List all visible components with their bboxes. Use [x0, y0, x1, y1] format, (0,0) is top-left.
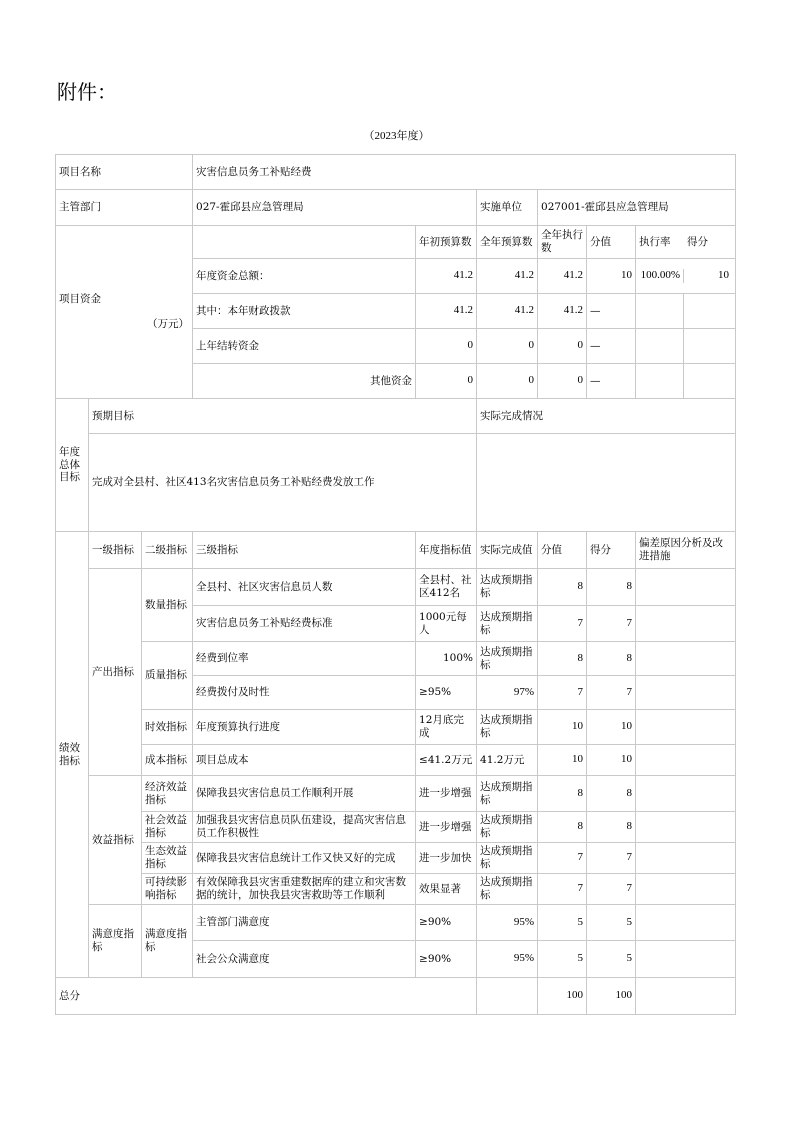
total-row [56, 978, 736, 1015]
perf-row [56, 776, 736, 812]
goal-actual [477, 434, 736, 532]
report-year: （2023年度） [363, 130, 430, 142]
funds-initial: 41.2 [416, 294, 477, 329]
funds-score-value: — [587, 294, 636, 329]
perf-score: 7 [587, 606, 636, 642]
perf-l3: 保障我县灾害信息统计工作又快又好的完成 [193, 843, 416, 874]
goal-actual-label: 实际完成情况 [477, 399, 736, 434]
perf-score: 8 [587, 812, 636, 843]
funds-row-label: 其中：本年财政拨款 [193, 294, 416, 329]
perf-l2: 社会效益指标 [142, 812, 193, 843]
funds-row-label: 年度资金总额： [193, 259, 416, 294]
perf-l3: 项目总成本 [193, 745, 416, 776]
perf-header-actual: 实际完成值 [477, 532, 538, 569]
funds-score-value: — [587, 364, 636, 399]
perf-actual: 达成预期指标 [477, 569, 538, 606]
perf-l3: 灾害信息员务工补贴经费标准 [193, 606, 416, 642]
perf-l2: 成本指标 [142, 745, 193, 776]
perf-score: 8 [587, 642, 636, 676]
perf-target: ≤41.2万元 [416, 745, 477, 776]
perf-l2: 数量指标 [142, 569, 193, 642]
perf-l3: 社会公众满意度 [193, 941, 416, 978]
perf-row [56, 812, 736, 843]
unit-value: 027001-霍邱县应急管理局 [538, 190, 736, 226]
perf-actual: 95% [477, 905, 538, 941]
department-row [56, 190, 736, 226]
funds-header-score-value: 分值 [587, 226, 636, 259]
total-blank [477, 978, 538, 1015]
funds-blank-header [193, 226, 416, 259]
perf-target: 进一步加快 [416, 843, 477, 874]
funds-initial: 0 [416, 329, 477, 364]
funds-header-rate: 执行率 [639, 235, 671, 248]
perf-actual: 达成预期指标 [477, 874, 538, 905]
perf-score: 8 [587, 569, 636, 606]
perf-header-target: 年度指标值 [416, 532, 477, 569]
perf-value: 7 [538, 874, 587, 905]
funds-rate-score [636, 294, 736, 329]
funds-row-label: 上年结转资金 [193, 329, 416, 364]
perf-target: 进一步增强 [416, 812, 477, 843]
funds-rate [636, 329, 684, 363]
funds-executed: 41.2 [538, 259, 587, 294]
perf-remark [636, 776, 736, 812]
perf-actual: 达成预期指标 [477, 776, 538, 812]
perf-score: 10 [587, 745, 636, 776]
perf-l2: 可持续影响指标 [142, 874, 193, 905]
perf-remark [636, 710, 736, 745]
funds-annual: 0 [477, 364, 538, 399]
total-label: 总分 [56, 978, 477, 1015]
perf-row [56, 642, 736, 676]
funds-header-rate-score [636, 226, 736, 259]
perf-actual: 41.2万元 [477, 745, 538, 776]
perf-row [56, 710, 736, 745]
goal-header-row [56, 399, 736, 434]
perf-score: 10 [587, 710, 636, 745]
perf-actual: 达成预期指标 [477, 843, 538, 874]
funds-row-label: 其他资金 [193, 364, 416, 399]
perf-header-l2: 二级指标 [142, 532, 193, 569]
perf-row [56, 745, 736, 776]
perf-value: 5 [538, 905, 587, 941]
funds-rate-score [636, 329, 736, 364]
perf-row [56, 569, 736, 606]
perf-value: 10 [538, 745, 587, 776]
perf-header-value: 分值 [538, 532, 587, 569]
goal-label: 年度 总体 目标 [56, 399, 89, 532]
perf-l3: 经费到位率 [193, 642, 416, 676]
funds-header-executed: 全年执行数 [538, 226, 587, 259]
attachment-heading: 附件： [57, 80, 117, 104]
perf-remark [636, 745, 736, 776]
goal-expected: 完成对全县村、社区413名灾害信息员务工补贴经费发放工作 [89, 434, 477, 532]
perf-value: 5 [538, 941, 587, 978]
perf-row [56, 874, 736, 905]
perf-header-score: 得分 [587, 532, 636, 569]
perf-l3: 全县村、社区灾害信息员人数 [193, 569, 416, 606]
funds-score-value: 10 [587, 259, 636, 294]
funds-rate [636, 294, 684, 328]
perf-l3: 保障我县灾害信息员工作顺利开展 [193, 776, 416, 812]
funds-label-cell [56, 226, 193, 399]
perf-l2: 质量指标 [142, 642, 193, 710]
funds-rate-score [636, 259, 736, 294]
project-name-label: 项目名称 [56, 155, 193, 190]
perf-actual: 达成预期指标 [477, 812, 538, 843]
perf-l1: 效益指标 [89, 776, 142, 905]
perf-l2: 生态效益指标 [142, 843, 193, 874]
total-remark [636, 978, 736, 1015]
perf-remark [636, 843, 736, 874]
perf-value: 8 [538, 812, 587, 843]
perf-header-l1: 一级指标 [89, 532, 142, 569]
funds-score-value: — [587, 329, 636, 364]
perf-remark [636, 676, 736, 710]
perf-l1: 满意度指标 [89, 905, 142, 978]
perf-l3: 年度预算执行进度 [193, 710, 416, 745]
funds-header-annual: 全年预算数 [477, 226, 538, 259]
perf-target: ≥90% [416, 941, 477, 978]
perf-l2: 满意度指标 [142, 905, 193, 978]
perf-value: 7 [538, 843, 587, 874]
perf-value: 7 [538, 676, 587, 710]
funds-header-score: 得分 [687, 235, 709, 248]
perf-actual: 97% [477, 676, 538, 710]
perf-l3: 主管部门满意度 [193, 905, 416, 941]
perf-value: 7 [538, 606, 587, 642]
perf-header-row [56, 532, 736, 569]
perf-value: 8 [538, 569, 587, 606]
funds-rate [636, 364, 684, 398]
perf-target: 全县村、社区412名 [416, 569, 477, 606]
perf-header-l3: 三级指标 [193, 532, 416, 569]
perf-value: 8 [538, 642, 587, 676]
perf-remark [636, 941, 736, 978]
funds-label: 项目资金 [59, 293, 101, 306]
funds-executed: 0 [538, 329, 587, 364]
funds-executed: 41.2 [538, 294, 587, 329]
dept-label: 主管部门 [56, 190, 193, 226]
perf-l3: 经费拨付及时性 [193, 676, 416, 710]
goal-content-row [56, 434, 736, 532]
perf-score: 8 [587, 776, 636, 812]
goal-expected-label: 预期目标 [89, 399, 477, 434]
perf-remark [636, 606, 736, 642]
unit-label: 实施单位 [477, 190, 538, 226]
perf-target: 1000元每人 [416, 606, 477, 642]
perf-l2: 经济效益指标 [142, 776, 193, 812]
total-value: 100 [538, 978, 587, 1015]
perf-l3: 有效保障我县灾害重建数据库的建立和灾害数据的统计，加快我县灾害救助等工作顺利 [193, 874, 416, 905]
perf-remark [636, 812, 736, 843]
perf-value: 8 [538, 776, 587, 812]
perf-value: 10 [538, 710, 587, 745]
perf-l1: 产出指标 [89, 569, 142, 776]
perf-target: ≥95% [416, 676, 477, 710]
total-score: 100 [587, 978, 636, 1015]
perf-actual: 95% [477, 941, 538, 978]
perf-l3: 加强我县灾害信息员队伍建设，提高灾害信息员工作积极性 [193, 812, 416, 843]
funds-initial: 41.2 [416, 259, 477, 294]
funds-header-row [56, 226, 736, 259]
funds-initial: 0 [416, 364, 477, 399]
project-name-row [56, 155, 736, 190]
perf-remark [636, 874, 736, 905]
perf-actual: 达成预期指标 [477, 606, 538, 642]
perf-score: 7 [587, 874, 636, 905]
funds-annual: 41.2 [477, 294, 538, 329]
perf-actual: 达成预期指标 [477, 710, 538, 745]
perf-target: 100% [416, 642, 477, 676]
perf-score: 5 [587, 941, 636, 978]
perf-score: 5 [587, 905, 636, 941]
perf-remark [636, 905, 736, 941]
perf-l2: 时效指标 [142, 710, 193, 745]
perf-remark [636, 642, 736, 676]
performance-report-table [55, 154, 736, 1015]
perf-header-remark: 偏差原因分析及改进措施 [636, 532, 736, 569]
funds-rate-score [636, 364, 736, 399]
dept-value: 027-霍邱县应急管理局 [193, 190, 477, 226]
perf-actual: 达成预期指标 [477, 642, 538, 676]
perf-score: 7 [587, 843, 636, 874]
funds-score: 10 [718, 269, 730, 282]
funds-annual: 41.2 [477, 259, 538, 294]
funds-unit: （万元） [147, 318, 190, 330]
perf-target: 12月底完成 [416, 710, 477, 745]
perf-row [56, 905, 736, 941]
funds-executed: 0 [538, 364, 587, 399]
perf-target: 效果显著 [416, 874, 477, 905]
perf-target: 进一步增强 [416, 776, 477, 812]
perf-target: ≥90% [416, 905, 477, 941]
perf-row [56, 843, 736, 874]
funds-rate: 100.00% [636, 269, 684, 282]
perf-label: 绩效 指标 [56, 532, 89, 978]
funds-annual: 0 [477, 329, 538, 364]
funds-header-initial: 年初预算数 [416, 226, 477, 259]
perf-remark [636, 569, 736, 606]
perf-score: 7 [587, 676, 636, 710]
project-name-value: 灾害信息员务工补贴经费 [193, 155, 736, 190]
